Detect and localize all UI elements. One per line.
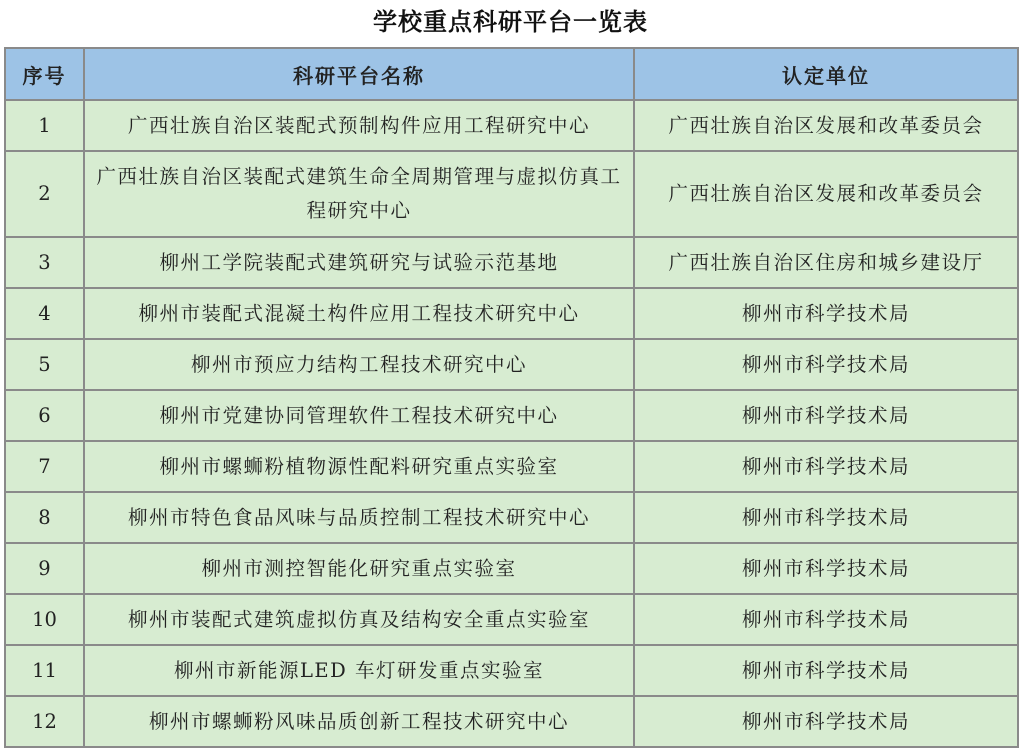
platform-name-cell: 柳州市新能源LED 车灯研发重点实验室 bbox=[84, 645, 634, 696]
table-row bbox=[5, 492, 1018, 543]
table-row bbox=[5, 151, 1018, 237]
table-row bbox=[5, 390, 1018, 441]
certifying-unit-cell: 柳州市科学技术局 bbox=[634, 339, 1018, 390]
platform-name-cell: 柳州市装配式混凝土构件应用工程技术研究中心 bbox=[84, 288, 634, 339]
certifying-unit-cell: 广西壮族自治区住房和城乡建设厅 bbox=[634, 237, 1018, 288]
serial-number-cell: 6 bbox=[5, 390, 84, 441]
platform-name-cell: 广西壮族自治区装配式建筑生命全周期管理与虚拟仿真工程研究中心 bbox=[84, 151, 634, 237]
certifying-unit-cell: 柳州市科学技术局 bbox=[634, 390, 1018, 441]
table-row bbox=[5, 441, 1018, 492]
serial-number-cell: 3 bbox=[5, 237, 84, 288]
platform-name-cell: 柳州市预应力结构工程技术研究中心 bbox=[84, 339, 634, 390]
serial-number-cell: 2 bbox=[5, 151, 84, 237]
serial-number-cell: 1 bbox=[5, 100, 84, 151]
certifying-unit-cell: 柳州市科学技术局 bbox=[634, 492, 1018, 543]
serial-number-cell: 4 bbox=[5, 288, 84, 339]
table-row bbox=[5, 696, 1018, 747]
table-header-row bbox=[5, 48, 1018, 100]
certifying-unit-cell: 柳州市科学技术局 bbox=[634, 696, 1018, 747]
platform-name-cell: 柳州市党建协同管理软件工程技术研究中心 bbox=[84, 390, 634, 441]
serial-number-cell: 8 bbox=[5, 492, 84, 543]
certifying-unit-cell: 广西壮族自治区发展和改革委员会 bbox=[634, 151, 1018, 237]
certifying-unit-cell: 柳州市科学技术局 bbox=[634, 288, 1018, 339]
platform-table bbox=[4, 47, 1019, 748]
platform-name-cell: 柳州市螺蛳粉风味品质创新工程技术研究中心 bbox=[84, 696, 634, 747]
table-row bbox=[5, 543, 1018, 594]
header-certifying-unit: 认定单位 bbox=[634, 48, 1018, 100]
certifying-unit-cell: 柳州市科学技术局 bbox=[634, 645, 1018, 696]
platform-name-cell: 柳州市螺蛳粉植物源性配料研究重点实验室 bbox=[84, 441, 634, 492]
table-row bbox=[5, 645, 1018, 696]
certifying-unit-cell: 柳州市科学技术局 bbox=[634, 441, 1018, 492]
table-row bbox=[5, 100, 1018, 151]
table-row bbox=[5, 594, 1018, 645]
header-platform-name: 科研平台名称 bbox=[84, 48, 634, 100]
header-serial-number: 序号 bbox=[5, 48, 84, 100]
platform-name-cell: 广西壮族自治区装配式预制构件应用工程研究中心 bbox=[84, 100, 634, 151]
serial-number-cell: 7 bbox=[5, 441, 84, 492]
table-row bbox=[5, 288, 1018, 339]
certifying-unit-cell: 柳州市科学技术局 bbox=[634, 543, 1018, 594]
certifying-unit-cell: 广西壮族自治区发展和改革委员会 bbox=[634, 100, 1018, 151]
serial-number-cell: 10 bbox=[5, 594, 84, 645]
serial-number-cell: 5 bbox=[5, 339, 84, 390]
platform-name-cell: 柳州市测控智能化研究重点实验室 bbox=[84, 543, 634, 594]
platform-name-cell: 柳州工学院装配式建筑研究与试验示范基地 bbox=[84, 237, 634, 288]
certifying-unit-cell: 柳州市科学技术局 bbox=[634, 594, 1018, 645]
serial-number-cell: 12 bbox=[5, 696, 84, 747]
table-row bbox=[5, 339, 1018, 390]
platform-name-cell: 柳州市装配式建筑虚拟仿真及结构安全重点实验室 bbox=[84, 594, 634, 645]
table-row bbox=[5, 237, 1018, 288]
serial-number-cell: 9 bbox=[5, 543, 84, 594]
page-title: 学校重点科研平台一览表 bbox=[373, 8, 648, 36]
platform-name-cell: 柳州市特色食品风味与品质控制工程技术研究中心 bbox=[84, 492, 634, 543]
serial-number-cell: 11 bbox=[5, 645, 84, 696]
